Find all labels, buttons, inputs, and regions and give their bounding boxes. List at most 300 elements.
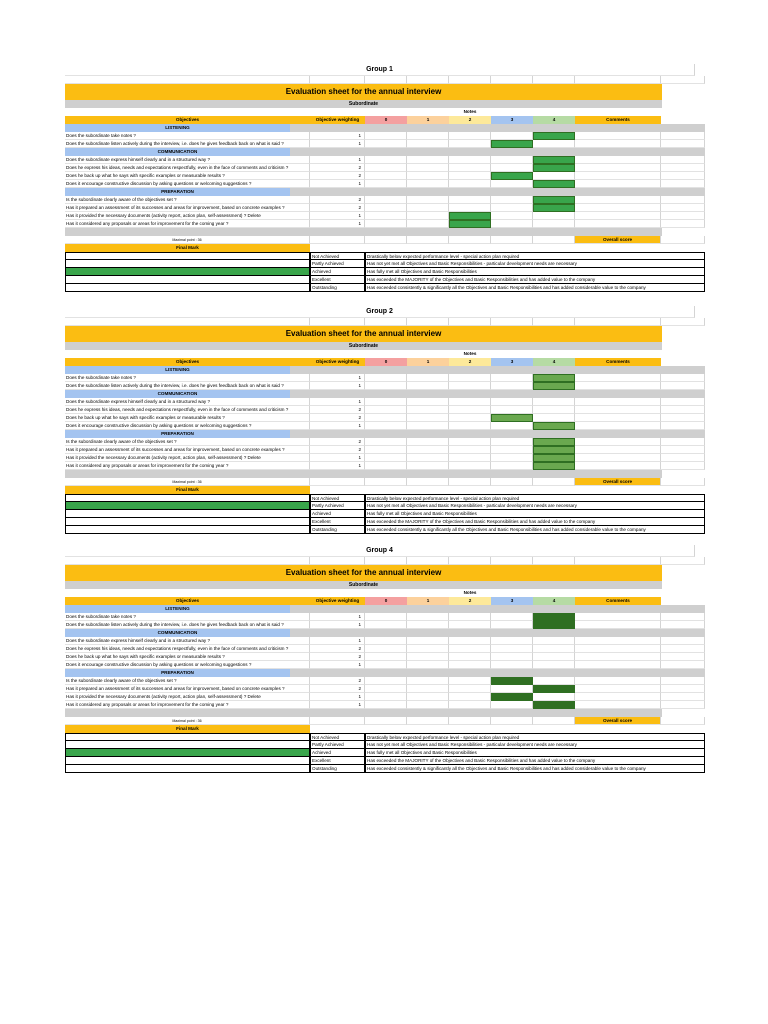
note-cell-2 (449, 693, 491, 701)
objective-rows (65, 124, 705, 228)
question-row (65, 398, 705, 406)
note-cell-1 (407, 621, 449, 629)
note-0-header: 0 (365, 116, 407, 124)
note-cell-0 (365, 374, 407, 382)
question-weight: 2 (310, 685, 365, 693)
question-text: Has it prepared an assessment of its successes and areas for improvement, based on concrete examples ? (65, 204, 310, 212)
legend-description: Has not yet met all Objectives and Basic Responsibilities - particular development needs are necessary (365, 260, 705, 268)
extra-cell (661, 406, 705, 414)
note-cell-4 (533, 661, 575, 669)
extra-cell (661, 645, 705, 653)
spacer-row (65, 557, 705, 565)
divider-row (65, 709, 662, 717)
comment-cell (575, 661, 661, 669)
comment-cell (575, 701, 661, 709)
mark-cell (65, 494, 310, 502)
note-cell-3 (491, 645, 533, 653)
extra-cell (661, 196, 705, 204)
note-cell-3 (491, 661, 533, 669)
section-fill (340, 390, 626, 398)
note-cell-2 (449, 621, 491, 629)
question-row (65, 653, 705, 661)
question-text: Does the subordinate express himself clearly and in a structured way ? (65, 156, 310, 164)
question-row (65, 613, 705, 621)
legend-description: Has not yet met all Objectives and Basic Responsibilities - particular development needs are necessary (365, 502, 705, 510)
note-cell-0 (365, 140, 407, 148)
note-cell-3 (491, 621, 533, 629)
rating-cell-selected (533, 422, 575, 430)
maximal-point: Maximal point : 36 (65, 236, 310, 244)
question-text: Has it provided the necessary documents (activity report, action plan, self-assessment) ? Delete (65, 454, 310, 462)
note-cell-2 (449, 637, 491, 645)
note-cell-2 (449, 701, 491, 709)
extra-cell (661, 156, 705, 164)
extra-cell (661, 140, 705, 148)
note-cell-3 (491, 462, 533, 470)
note-cell-4 (533, 414, 575, 422)
rating-cell-selected (533, 374, 575, 382)
note-cell-0 (365, 196, 407, 204)
section-row-communication (65, 148, 705, 156)
notes-header-row (65, 589, 705, 597)
note-cell-2 (449, 398, 491, 406)
question-weight: 2 (310, 653, 365, 661)
mark-cell (65, 518, 310, 526)
note-cell-2 (449, 685, 491, 693)
note-cell-1 (407, 613, 449, 621)
question-row (65, 661, 705, 669)
comment-cell (575, 645, 661, 653)
mark-cell (65, 741, 310, 749)
notes-label: Notes (463, 109, 477, 114)
note-cell-3 (491, 180, 533, 188)
question-row (65, 140, 705, 148)
comment-cell (575, 196, 661, 204)
legend-row (65, 741, 705, 749)
mark-cell (65, 526, 310, 534)
note-cell-1 (407, 164, 449, 172)
extra-cell (661, 693, 705, 701)
note-cell-0 (365, 653, 407, 661)
question-weight: 1 (310, 693, 365, 701)
question-weight: 1 (310, 156, 365, 164)
note-cell-1 (407, 637, 449, 645)
note-cell-1 (407, 204, 449, 212)
comment-cell (575, 446, 661, 454)
note-cell-1 (407, 438, 449, 446)
question-row (65, 180, 705, 188)
note-4-header: 4 (533, 597, 575, 605)
question-text: Is the subordinate clearly aware of the objectives set ? (65, 438, 310, 446)
comment-cell (575, 422, 661, 430)
note-cell-2 (449, 438, 491, 446)
question-row (65, 132, 705, 140)
divider-row (65, 470, 662, 478)
note-cell-2 (449, 661, 491, 669)
rating-cell-selected (533, 613, 575, 621)
extra-cell (661, 132, 705, 140)
note-cell-1 (407, 406, 449, 414)
score-row (65, 717, 705, 725)
subordinate-label: Subordinate (65, 100, 662, 108)
note-cell-0 (365, 685, 407, 693)
question-weight: 1 (310, 621, 365, 629)
note-cell-3 (491, 212, 533, 220)
section-fill (340, 669, 626, 677)
section-row-listening (65, 124, 705, 132)
maximal-point: Maximal point : 36 (65, 478, 310, 486)
legend-description: Has exceeded the MAJORITY of the Objectives and Basic Responsibilities and has added value to the company (365, 518, 705, 526)
note-cell-2 (449, 446, 491, 454)
sheet-banner: Evaluation sheet for the annual interview (65, 565, 662, 581)
note-cell-1 (407, 653, 449, 661)
note-cell-0 (365, 438, 407, 446)
note-cell-4 (533, 406, 575, 414)
question-weight: 1 (310, 382, 365, 390)
rating-cell-selected (533, 204, 575, 212)
comment-cell (575, 454, 661, 462)
note-cell-3 (491, 637, 533, 645)
legend-row (65, 733, 705, 741)
mark-cell (65, 252, 310, 260)
note-cell-3 (491, 374, 533, 382)
note-2-header: 2 (449, 597, 491, 605)
note-0-header: 0 (365, 358, 407, 366)
note-cell-1 (407, 212, 449, 220)
comment-cell (575, 212, 661, 220)
extra-cell (661, 462, 705, 470)
spacer-row (65, 318, 705, 326)
legend-description: Drastically below expected performance level - special action plan required (365, 252, 705, 260)
comment-cell (575, 653, 661, 661)
note-cell-3 (491, 613, 533, 621)
note-cell-1 (407, 645, 449, 653)
question-weight: 1 (310, 398, 365, 406)
question-weight: 2 (310, 196, 365, 204)
note-cell-4 (533, 677, 575, 685)
note-cell-1 (407, 414, 449, 422)
rating-cell-selected (533, 164, 575, 172)
question-weight: 2 (310, 438, 365, 446)
rating-cell-selected (533, 462, 575, 470)
comment-cell (575, 180, 661, 188)
legend-description: Drastically below expected performance level - special action plan required (365, 494, 705, 502)
legend-description: Has exceeded consistently & significantly all the Objectives and Basic Responsibilities and has added considerable value to the company (365, 284, 705, 292)
subordinate-label: Subordinate (65, 581, 662, 589)
question-row (65, 156, 705, 164)
comment-cell (575, 140, 661, 148)
sheet-banner: Evaluation sheet for the annual interview (65, 326, 662, 342)
question-weight: 1 (310, 613, 365, 621)
rating-cell-selected (449, 212, 491, 220)
note-cell-3 (491, 204, 533, 212)
question-text: Does the subordinate listen actively during the interview, i.e. does he gives feedback back on what is said ? (65, 140, 310, 148)
question-weight: 2 (310, 677, 365, 685)
note-cell-1 (407, 422, 449, 430)
evaluation-group (65, 306, 705, 534)
question-weight: 1 (310, 462, 365, 470)
extra-cell (661, 446, 705, 454)
question-weight: 1 (310, 637, 365, 645)
note-cell-2 (449, 462, 491, 470)
note-1-header: 1 (407, 358, 449, 366)
question-weight: 1 (310, 661, 365, 669)
note-cell-1 (407, 172, 449, 180)
legend-label: Excellent (310, 757, 365, 765)
final-mark-label: Final Mark (65, 486, 310, 494)
extra-cell (661, 220, 705, 228)
note-cell-1 (407, 398, 449, 406)
legend-label: Achieved (310, 510, 365, 518)
objective-rows (65, 605, 705, 709)
comment-cell (575, 693, 661, 701)
legend-row (65, 284, 705, 292)
note-cell-0 (365, 621, 407, 629)
note-cell-0 (365, 156, 407, 164)
section-fill (340, 366, 626, 374)
note-cell-4 (533, 172, 575, 180)
legend-description: Has fully met all Objectives and Basic Responsibilities (365, 510, 705, 518)
group-title-row (65, 545, 705, 557)
note-cell-0 (365, 677, 407, 685)
maximal-point: Maximal point : 36 (65, 717, 310, 725)
question-row (65, 196, 705, 204)
note-cell-3 (491, 653, 533, 661)
extra-cell (661, 661, 705, 669)
note-cell-0 (365, 398, 407, 406)
final-mark-selected (65, 502, 310, 510)
note-cell-2 (449, 414, 491, 422)
legend-label: Outstanding (310, 526, 365, 534)
question-weight: 2 (310, 645, 365, 653)
note-cell-1 (407, 156, 449, 164)
note-cell-2 (449, 422, 491, 430)
mark-cell (65, 757, 310, 765)
note-cell-3 (491, 220, 533, 228)
note-cell-0 (365, 414, 407, 422)
notes-label: Notes (463, 590, 477, 595)
legend-label: Partly Achieved (310, 502, 365, 510)
legend-description: Has exceeded the MAJORITY of the Objectives and Basic Responsibilities and has added value to the company (365, 757, 705, 765)
question-weight: 1 (310, 374, 365, 382)
note-3-header: 3 (491, 597, 533, 605)
legend-description: Has exceeded consistently & significantly all the Objectives and Basic Responsibilities and has added considerable value to the company (365, 526, 705, 534)
legend-row (65, 268, 705, 276)
mark-cell (65, 733, 310, 741)
mark-cell (65, 765, 310, 773)
note-cell-1 (407, 693, 449, 701)
note-cell-4 (533, 212, 575, 220)
question-row (65, 621, 705, 629)
note-cell-1 (407, 701, 449, 709)
legend-description: Has fully met all Objectives and Basic Responsibilities (365, 268, 705, 276)
question-row (65, 382, 705, 390)
comment-cell (575, 132, 661, 140)
group-title-row (65, 306, 705, 318)
extra-cell (661, 701, 705, 709)
note-cell-0 (365, 382, 407, 390)
question-row (65, 422, 705, 430)
legend-description: Has not yet met all Objectives and Basic Responsibilities - particular development needs are necessary (365, 741, 705, 749)
comment-cell (575, 438, 661, 446)
note-cell-3 (491, 422, 533, 430)
note-cell-4 (533, 140, 575, 148)
rating-cell-selected (533, 196, 575, 204)
section-title: COMMUNICATION (65, 390, 290, 398)
note-cell-1 (407, 180, 449, 188)
rating-cell-selected (491, 414, 533, 422)
legend-description: Has exceeded the MAJORITY of the Objectives and Basic Responsibilities and has added value to the company (365, 276, 705, 284)
question-text: Does he express his ideas, needs and expectations respectfully, even in the face of comments and criticism ? (65, 164, 310, 172)
comment-cell (575, 406, 661, 414)
note-cell-4 (533, 653, 575, 661)
note-cell-3 (491, 196, 533, 204)
rating-cell-selected (533, 446, 575, 454)
note-1-header: 1 (407, 597, 449, 605)
question-row (65, 637, 705, 645)
question-weight: 2 (310, 164, 365, 172)
legend-row (65, 765, 705, 773)
note-cell-3 (491, 132, 533, 140)
legend-row (65, 757, 705, 765)
final-mark-selected (65, 268, 310, 276)
extra-cell (661, 438, 705, 446)
legend-label: Excellent (310, 276, 365, 284)
section-title: LISTENING (65, 124, 290, 132)
section-title: PREPARATION (65, 669, 290, 677)
note-cell-4 (533, 637, 575, 645)
section-fill (340, 124, 626, 132)
note-cell-0 (365, 645, 407, 653)
question-text: Does the subordinate take notes ? (65, 613, 310, 621)
rating-cell-selected (449, 220, 491, 228)
evaluation-group (65, 64, 705, 292)
question-weight: 1 (310, 212, 365, 220)
question-text: Does it encourage constructive discussion by asking questions or welcoming suggestions ? (65, 422, 310, 430)
legend-row (65, 276, 705, 284)
legend-row (65, 510, 705, 518)
note-cell-3 (491, 398, 533, 406)
note-cell-0 (365, 132, 407, 140)
section-title: COMMUNICATION (65, 629, 290, 637)
objective-rows (65, 366, 705, 470)
rating-cell-selected (533, 701, 575, 709)
question-row (65, 685, 705, 693)
note-cell-0 (365, 637, 407, 645)
question-row (65, 677, 705, 685)
note-cell-0 (365, 422, 407, 430)
extra-cell (661, 172, 705, 180)
legend-table (65, 494, 705, 534)
comment-cell (575, 613, 661, 621)
note-cell-2 (449, 613, 491, 621)
question-row (65, 414, 705, 422)
note-cell-2 (449, 204, 491, 212)
question-weight: 2 (310, 446, 365, 454)
extra-cell (661, 454, 705, 462)
legend-description: Has exceeded consistently & significantly all the Objectives and Basic Responsibilities and has added considerable value to the company (365, 765, 705, 773)
note-cell-2 (449, 140, 491, 148)
note-cell-3 (491, 382, 533, 390)
question-text: Has it provided the necessary documents (activity report, action plan, self-assessment) ? Delete (65, 693, 310, 701)
comment-cell (575, 621, 661, 629)
note-cell-0 (365, 693, 407, 701)
note-3-header: 3 (491, 116, 533, 124)
question-row (65, 172, 705, 180)
legend-row (65, 260, 705, 268)
final-mark-label: Final Mark (65, 244, 310, 252)
column-header-row (65, 597, 705, 605)
legend-label: Outstanding (310, 284, 365, 292)
question-text: Has it considered any proposals or areas for improvement for the coming year ? (65, 701, 310, 709)
note-cell-2 (449, 196, 491, 204)
section-fill (340, 148, 626, 156)
question-row (65, 374, 705, 382)
note-cell-0 (365, 454, 407, 462)
section-title: LISTENING (65, 605, 290, 613)
section-fill (340, 430, 626, 438)
comment-cell (575, 156, 661, 164)
section-title: COMMUNICATION (65, 148, 290, 156)
note-cell-2 (449, 156, 491, 164)
question-text: Does he express his ideas, needs and expectations respectfully, even in the face of comments and criticism ? (65, 645, 310, 653)
comments-header: Comments (575, 358, 661, 366)
legend-label: Not Achieved (310, 494, 365, 502)
note-4-header: 4 (533, 358, 575, 366)
legend-label: Not Achieved (310, 252, 365, 260)
mark-cell (65, 276, 310, 284)
section-row-preparation (65, 669, 705, 677)
weighting-header: Objective weighting (310, 597, 365, 605)
question-row (65, 438, 705, 446)
note-cell-1 (407, 677, 449, 685)
question-weight: 2 (310, 172, 365, 180)
question-text: Has it considered any proposals or areas for improvement for the coming year ? (65, 220, 310, 228)
divider-row (65, 228, 662, 236)
objectives-header: Objectives (65, 597, 310, 605)
rating-cell-selected (491, 677, 533, 685)
notes-header-row (65, 108, 705, 116)
section-title: LISTENING (65, 366, 290, 374)
question-text: Has it provided the necessary documents (activity report, action plan, self-assessment) ? Delete (65, 212, 310, 220)
question-weight: 2 (310, 414, 365, 422)
weighting-header: Objective weighting (310, 116, 365, 124)
notes-label: Notes (463, 351, 477, 356)
section-title: PREPARATION (65, 430, 290, 438)
legend-table (65, 252, 705, 292)
notes-header-row (65, 350, 705, 358)
note-cell-0 (365, 701, 407, 709)
sheet-banner: Evaluation sheet for the annual interview (65, 84, 662, 100)
group-title-row (65, 64, 705, 76)
note-cell-2 (449, 180, 491, 188)
column-header-row (65, 116, 705, 124)
question-text: Does the subordinate take notes ? (65, 374, 310, 382)
comment-cell (575, 462, 661, 470)
legend-row (65, 494, 705, 502)
rating-cell-selected (491, 140, 533, 148)
question-text: Does the subordinate listen actively during the interview, i.e. does he gives feedback back on what is said ? (65, 621, 310, 629)
evaluation-group (65, 545, 705, 773)
question-text: Has it prepared an assessment of its successes and areas for improvement, based on concrete examples ? (65, 446, 310, 454)
mark-cell (65, 260, 310, 268)
question-weight: 2 (310, 406, 365, 414)
question-weight: 2 (310, 204, 365, 212)
note-cell-0 (365, 212, 407, 220)
final-mark-row (65, 244, 705, 252)
note-cell-1 (407, 374, 449, 382)
note-cell-3 (491, 685, 533, 693)
